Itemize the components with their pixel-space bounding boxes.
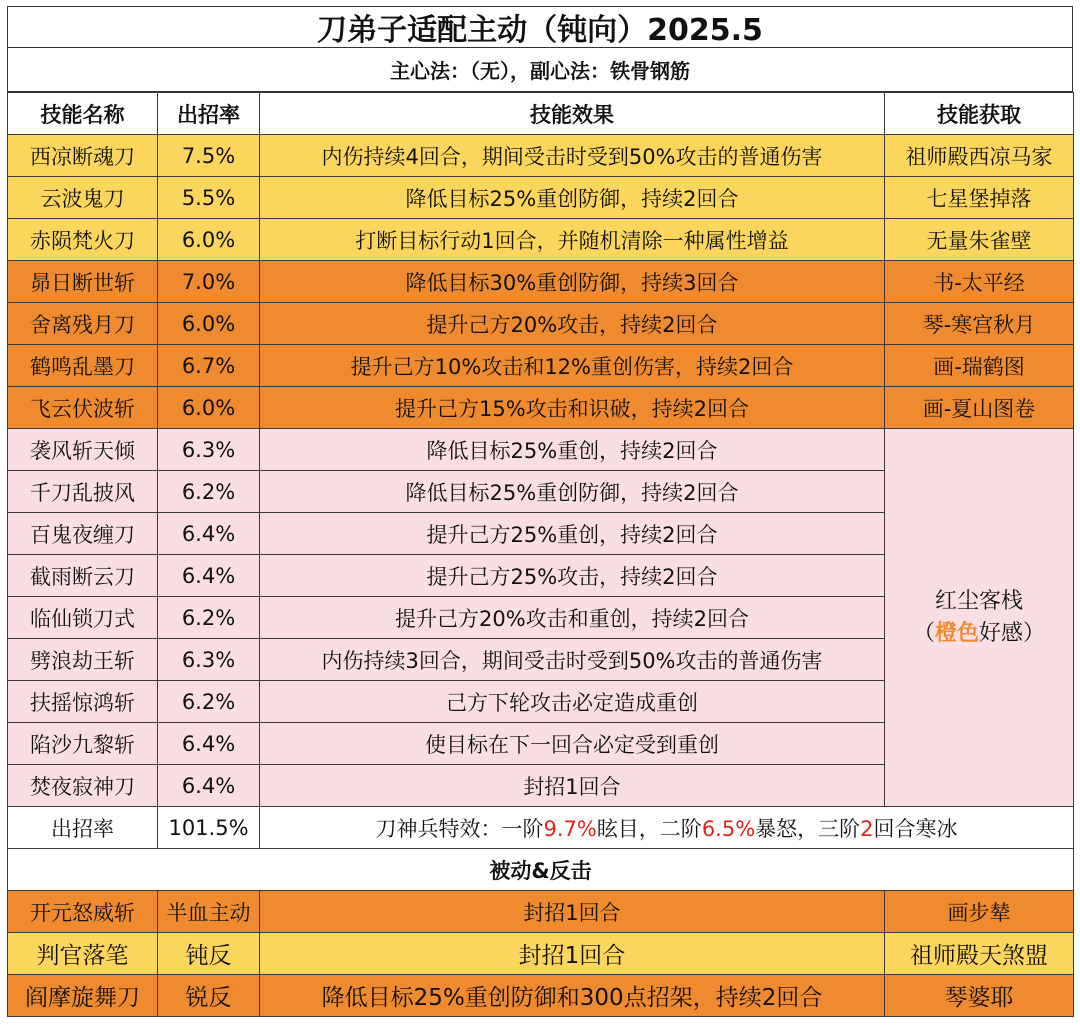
skill-effect: 提升己方25%攻击，持续2回合 (260, 555, 885, 597)
weapon-note-part: 回合寒冰 (873, 816, 958, 841)
skill-name: 飞云伏波斩 (8, 387, 158, 429)
skill-effect: 提升己方10%攻击和12%重创伤害，持续2回合 (260, 345, 885, 387)
table-row (8, 135, 1074, 177)
passive-row (8, 891, 1074, 933)
page-subtitle: 主心法：（无），副心法：铁骨钢筋 (7, 48, 1073, 92)
passive-source: 画步辇 (885, 891, 1074, 933)
skill-name: 鹤鸣乱墨刀 (8, 345, 158, 387)
passive-name: 判官落笔 (8, 933, 158, 975)
shared-source-name: 红尘客栈 (934, 588, 1023, 614)
paren-close: ） (1023, 620, 1046, 646)
skill-rate: 5.5% (158, 177, 260, 219)
skill-source: 祖师殿西凉马家 (885, 135, 1074, 177)
skill-rate: 6.4% (158, 555, 260, 597)
weapon-note-part: 暴怒，三阶 (755, 816, 861, 841)
section-header-row (8, 849, 1074, 891)
table-row (8, 177, 1074, 219)
skill-source: 书-太平经 (885, 261, 1074, 303)
passive-effect: 降低目标25%重创防御和300点招架，持续2回合 (260, 975, 885, 1017)
skill-name: 千刀乱披风 (8, 471, 158, 513)
passive-source: 祖师殿天煞盟 (885, 933, 1074, 975)
table-row (8, 303, 1074, 345)
skill-rate: 6.2% (158, 597, 260, 639)
skill-effect: 己方下轮攻击必定造成重创 (260, 681, 885, 723)
skill-name: 百鬼夜缠刀 (8, 513, 158, 555)
passive-name: 阎摩旋舞刀 (8, 975, 158, 1017)
shared-source-note (885, 618, 1073, 650)
skill-name: 西凉断魂刀 (8, 135, 158, 177)
skill-name: 赤陨梵火刀 (8, 219, 158, 261)
skill-table (7, 92, 1074, 1017)
skill-rate: 6.4% (158, 723, 260, 765)
passive-type: 半血主动 (158, 891, 260, 933)
skill-effect: 提升己方25%重创，持续2回合 (260, 513, 885, 555)
skill-rate: 7.5% (158, 135, 260, 177)
skill-rate: 6.4% (158, 513, 260, 555)
skill-name: 扶摇惊鸿斩 (8, 681, 158, 723)
skill-name: 截雨断云刀 (8, 555, 158, 597)
passive-name: 开元怒威斩 (8, 891, 158, 933)
table-header-row (8, 93, 1074, 135)
affinity-label: 好感 (979, 620, 1024, 646)
skill-rate: 6.2% (158, 471, 260, 513)
passive-type: 锐反 (158, 975, 260, 1017)
total-label: 出招率 (8, 807, 158, 849)
page-title: 刀弟子适配主动（钝向）2025.5 (7, 6, 1073, 48)
header-rate: 出招率 (158, 93, 260, 135)
skill-rate: 7.0% (158, 261, 260, 303)
passive-source: 琴婆耶 (885, 975, 1074, 1017)
passive-row (8, 933, 1074, 975)
table-row (8, 345, 1074, 387)
header-skill-name: 技能名称 (8, 93, 158, 135)
skill-name: 舍离残月刀 (8, 303, 158, 345)
skill-name: 临仙锁刀式 (8, 597, 158, 639)
total-row (8, 807, 1074, 849)
skill-rate: 6.4% (158, 765, 260, 807)
affinity-color-word: 橙色 (934, 620, 979, 646)
skill-effect: 使目标在下一回合必定受到重创 (260, 723, 885, 765)
passive-effect: 封招1回合 (260, 933, 885, 975)
skill-source: 画-夏山图卷 (885, 387, 1074, 429)
skill-effect: 内伤持续4回合，期间受击时受到50%攻击的普通伤害 (260, 135, 885, 177)
total-rate: 101.5% (158, 807, 260, 849)
weapon-effect-note (260, 807, 1074, 849)
skill-rate: 6.3% (158, 429, 260, 471)
skill-effect: 降低目标30%重创防御，持续3回合 (260, 261, 885, 303)
table-row (8, 261, 1074, 303)
skill-rate: 6.2% (158, 681, 260, 723)
skill-effect: 提升己方20%攻击，持续2回合 (260, 303, 885, 345)
weapon-note-part: 刀神兵特效：一阶 (375, 816, 544, 841)
passive-row (8, 975, 1074, 1017)
passive-effect: 封招1回合 (260, 891, 885, 933)
skill-rate: 6.7% (158, 345, 260, 387)
skill-effect: 打断目标行动1回合，并随机清除一种属性增益 (260, 219, 885, 261)
skill-effect: 提升己方15%攻击和识破，持续2回合 (260, 387, 885, 429)
skill-source: 画-瑞鹤图 (885, 345, 1074, 387)
skill-effect: 封招1回合 (260, 765, 885, 807)
header-source: 技能获取 (885, 93, 1074, 135)
weapon-note-value: 9.7% (543, 816, 597, 841)
skill-name: 云波鬼刀 (8, 177, 158, 219)
skill-effect: 内伤持续3回合，期间受击时受到50%攻击的普通伤害 (260, 639, 885, 681)
skill-effect: 降低目标25%重创防御，持续2回合 (260, 177, 885, 219)
skill-source: 无量朱雀壁 (885, 219, 1074, 261)
paren-open: （ (912, 620, 935, 646)
section-title: 被动&反击 (8, 849, 1074, 891)
header-effect: 技能效果 (260, 93, 885, 135)
skill-sheet (7, 6, 1073, 1026)
table-row (8, 387, 1074, 429)
skill-rate: 6.3% (158, 639, 260, 681)
shared-source-cell (885, 429, 1074, 807)
weapon-note-value: 2 (860, 816, 874, 841)
skill-name: 袭风斩天倾 (8, 429, 158, 471)
skill-name: 陷沙九黎斩 (8, 723, 158, 765)
skill-source: 琴-寒宫秋月 (885, 303, 1074, 345)
skill-effect: 降低目标25%重创，持续2回合 (260, 429, 885, 471)
weapon-note-value: 6.5% (701, 816, 756, 841)
passive-type: 钝反 (158, 933, 260, 975)
skill-rate: 6.0% (158, 303, 260, 345)
table-row (8, 219, 1074, 261)
skill-rate: 6.0% (158, 219, 260, 261)
skill-name: 劈浪劫王斩 (8, 639, 158, 681)
skill-effect: 提升己方20%攻击和重创，持续2回合 (260, 597, 885, 639)
skill-name: 昴日断世斩 (8, 261, 158, 303)
skill-source: 七星堡掉落 (885, 177, 1074, 219)
weapon-note-part: 眩目，二阶 (596, 816, 702, 841)
skill-rate: 6.0% (158, 387, 260, 429)
table-row (8, 429, 1074, 471)
skill-name: 焚夜寂神刀 (8, 765, 158, 807)
skill-effect: 降低目标25%重创防御，持续2回合 (260, 471, 885, 513)
